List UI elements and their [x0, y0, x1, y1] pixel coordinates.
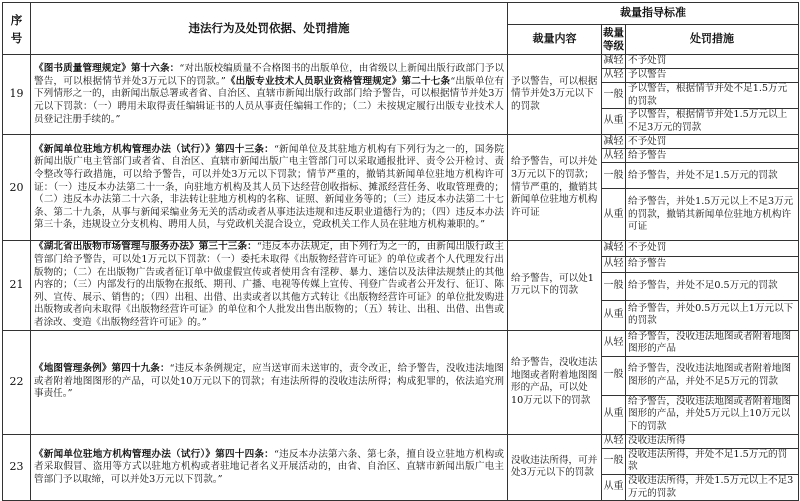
row-number: 22: [3, 330, 31, 434]
level-cell: 一般: [602, 163, 626, 189]
law-article: 第四十四条：: [215, 448, 274, 460]
level-cell: 从轻: [602, 330, 626, 356]
level-cell: 一般: [602, 356, 626, 395]
measure-cell: 没收违法所得: [626, 434, 799, 448]
measure-cell: 给予警告，并处不足1.5万元的罚款: [626, 163, 799, 189]
level-cell: 减轻: [602, 135, 626, 149]
level-cell: 从重: [602, 395, 626, 434]
level-cell: 减轻: [602, 241, 626, 257]
measure-cell: 给予警告: [626, 149, 799, 163]
level-cell: 从轻: [602, 69, 626, 83]
level-cell: 一般: [602, 448, 626, 474]
law-text: “违反本条例规定，应当送审而未送审的，责令改正，给予警告，没收违法地图或者附着地图图形的产品，可以处10万元以下的罚款；有违法所得的没收违法所得；构成犯罪的，依法追究刑事责任。”: [34, 363, 505, 400]
measure-cell: 没收违法所得，并处1.5万元以上不足3万元的罚款: [626, 474, 799, 500]
penalty-standards-table: [2, 2, 799, 501]
level-cell: 从重: [602, 109, 626, 135]
law-cell: [31, 55, 508, 135]
measure-cell: 给予警告，并处1.5万元以上不足3万元的罚款，撤销其新闻单位驻地方机构许可证: [626, 189, 799, 241]
measure-cell: 不予处罚: [626, 135, 799, 149]
header-content: 裁量内容: [508, 25, 602, 55]
law-title: 《湖北省出版物市场管理与服务办法》: [34, 241, 199, 253]
level-cell: 一般: [602, 272, 626, 301]
measure-cell: 予以警告，根据情节并处1.5万元以上不足3万元的罚款: [626, 109, 799, 135]
law-title-2: 《出版专业技术人员职业资格管理规定》: [225, 75, 402, 87]
law-cell: [31, 135, 508, 241]
measure-cell: 不予处罚: [626, 55, 799, 69]
measure-cell: 予以警告: [626, 69, 799, 83]
table-row: [3, 55, 799, 69]
content-cell: 给予警告，可以处1万元以下的罚款: [508, 241, 602, 330]
measure-cell: 给予警告: [626, 256, 799, 272]
row-number: 19: [3, 55, 31, 135]
row-number: 23: [3, 434, 31, 500]
law-title: 《地图管理条例》: [34, 363, 112, 375]
law-text: “对出版校编质量不合格图书的出版单位，由省级以上新闻出版行政部门予以警告，可以根据情节并处3万元以下的罚款。”: [34, 63, 505, 87]
measure-cell: 给予警告，并处0.5万元以上1万元以下的罚款: [626, 301, 799, 330]
measure-cell: 没收违法所得，并处不足1.5万元的罚款: [626, 448, 799, 474]
table-row: [3, 241, 799, 257]
header-seq: 序号: [3, 3, 31, 55]
content-cell: 给予警告，没收违法地图或者附着地图图形的产品，可以处10万元以下的罚款: [508, 330, 602, 434]
law-text-2: “出版单位有下列情形之一的，由新闻出版总署或者省、自治区、直辖市新闻出版行政部门给予警告，可以根据情节并处3万元以下罚款：（一）聘用未取得责任编辑证书的人员从事责任编辑工作的；（二）未按规定履行出版专业技术人员登记注册手续的。”: [34, 75, 505, 125]
measure-cell: 给予警告，没收违法地图或者附着地图图形的产品，并处不足5万元的罚款: [626, 356, 799, 395]
level-cell: 从重: [602, 189, 626, 241]
table-row: [3, 135, 799, 149]
law-title: 《新闻单位驻地方机构管理办法（试行）》: [34, 143, 216, 155]
law-cell: [31, 434, 508, 500]
content-cell: 予以警告，可以根据情节并处3万元以下的罚款: [508, 55, 602, 135]
law-text: “新闻单位及其驻地方机构有下列行为之一的，国务院新闻出版广电主管部门或者省、自治区、直辖市新闻出版广电主管部门可以采取通报批评、责令公开检讨、责令整改等行政措施，可以给予警告，可以并处3万元以下罚款；情节严重的，撤销其新闻单位驻地方机构许可证：（一）违反本办法第二十一条，向驻地方机构及其人员下达经营创收指标、摊派经营任务、收取管理费的；（二）违反本办法第二十六条，非法转让驻地方机构的名称、证照、新闻业务等的；（三）违反本办法第二十七条、第二十九条，从事与新闻采编业务无关的活动或者从事违法违规和违反职业道德行为的；（四）违反本办法第三十条，违规设立分支机构、聘用人员，与党政机关混合设立，党政机关工作人员在驻地方机构兼职的。”: [34, 143, 505, 231]
law-title: 《新闻单位驻地方机构管理办法（试行）》: [34, 448, 216, 460]
measure-cell: 给予警告，没收违法地图或者附着地图图形的产品，并处5万元以上10万元以下的罚款: [626, 395, 799, 434]
level-cell: 从轻: [602, 149, 626, 163]
row-number: 21: [3, 241, 31, 330]
row-number: 20: [3, 135, 31, 241]
law-cell: [31, 241, 508, 330]
law-article: 第十六条：: [130, 63, 180, 75]
law-article: 第三十三条：: [198, 241, 257, 253]
law-text: “违反本办法规定，由下列行为之一的，由新闻出版行政主管部门给予警告，可以处1万元以下罚款：（一）委托未取得《出版物经营许可证》的单位或者个人代理发行出版物的；（二）在出版物广告或者征订单中做虚假宣传或者使用含有淫秽、暴力、迷信以及法律法规禁止的其他内容的；（三）内部发行的出版物在报纸、期刊、广播、电视等传媒上宣传、刊登广告或者公开发行、征订、陈列、宣传、展示、销售的；（四）出租、出借、出卖或者以其他方式转让《出版物经营许可证》的单位批发购进出版物或者向未取得《出版物经营许可证》的单位和个人批发出售出版物的；（五）转让、出租、出借、出售或者涂改、变造《出版物经营许可证》的。”: [34, 241, 505, 328]
law-text: “违反本办法第六条、第七条，擅自设立驻地方机构或者采取假冒、盗用等方式以驻地方机构或者驻地记者名义开展活动的，由省、自治区、直辖市新闻出版广电主管部门予以取缔，可以并处3万元以下罚款。”: [34, 448, 505, 485]
header-standard: 裁量指导标准: [508, 3, 799, 25]
header-measure: 处罚措施: [626, 25, 799, 55]
table-row: [3, 330, 799, 356]
law-article-2: 第二十七条: [401, 75, 451, 87]
level-cell: 从重: [602, 301, 626, 330]
measure-cell: 给予警告，没收违法地图或者附着地图图形的产品: [626, 330, 799, 356]
level-cell: 从轻: [602, 256, 626, 272]
content-cell: 没收违法所得，可并处3万元以下的罚款: [508, 434, 602, 500]
level-cell: 从轻: [602, 434, 626, 448]
level-cell: 减轻: [602, 55, 626, 69]
measure-cell: 不予处罚: [626, 241, 799, 257]
header-level: 裁量等级: [602, 25, 626, 55]
measure-cell: 给予警告，并处不足0.5万元的罚款: [626, 272, 799, 301]
header-law: 违法行为及处罚依据、处罚措施: [31, 3, 508, 55]
content-cell: 给予警告，可以并处3万元以下的罚款；情节严重的，撤销其新闻单位驻地方机构许可证: [508, 135, 602, 241]
law-article: 第四十三条：: [215, 143, 274, 155]
table-row: [3, 434, 799, 448]
level-cell: 从重: [602, 474, 626, 500]
law-cell: [31, 330, 508, 434]
law-title: 《图书质量管理规定》: [34, 63, 131, 75]
law-article: 第四十九条：: [111, 363, 170, 375]
level-cell: 一般: [602, 83, 626, 109]
measure-cell: 予以警告，根据情节并处不足1.5万元的罚款: [626, 83, 799, 109]
